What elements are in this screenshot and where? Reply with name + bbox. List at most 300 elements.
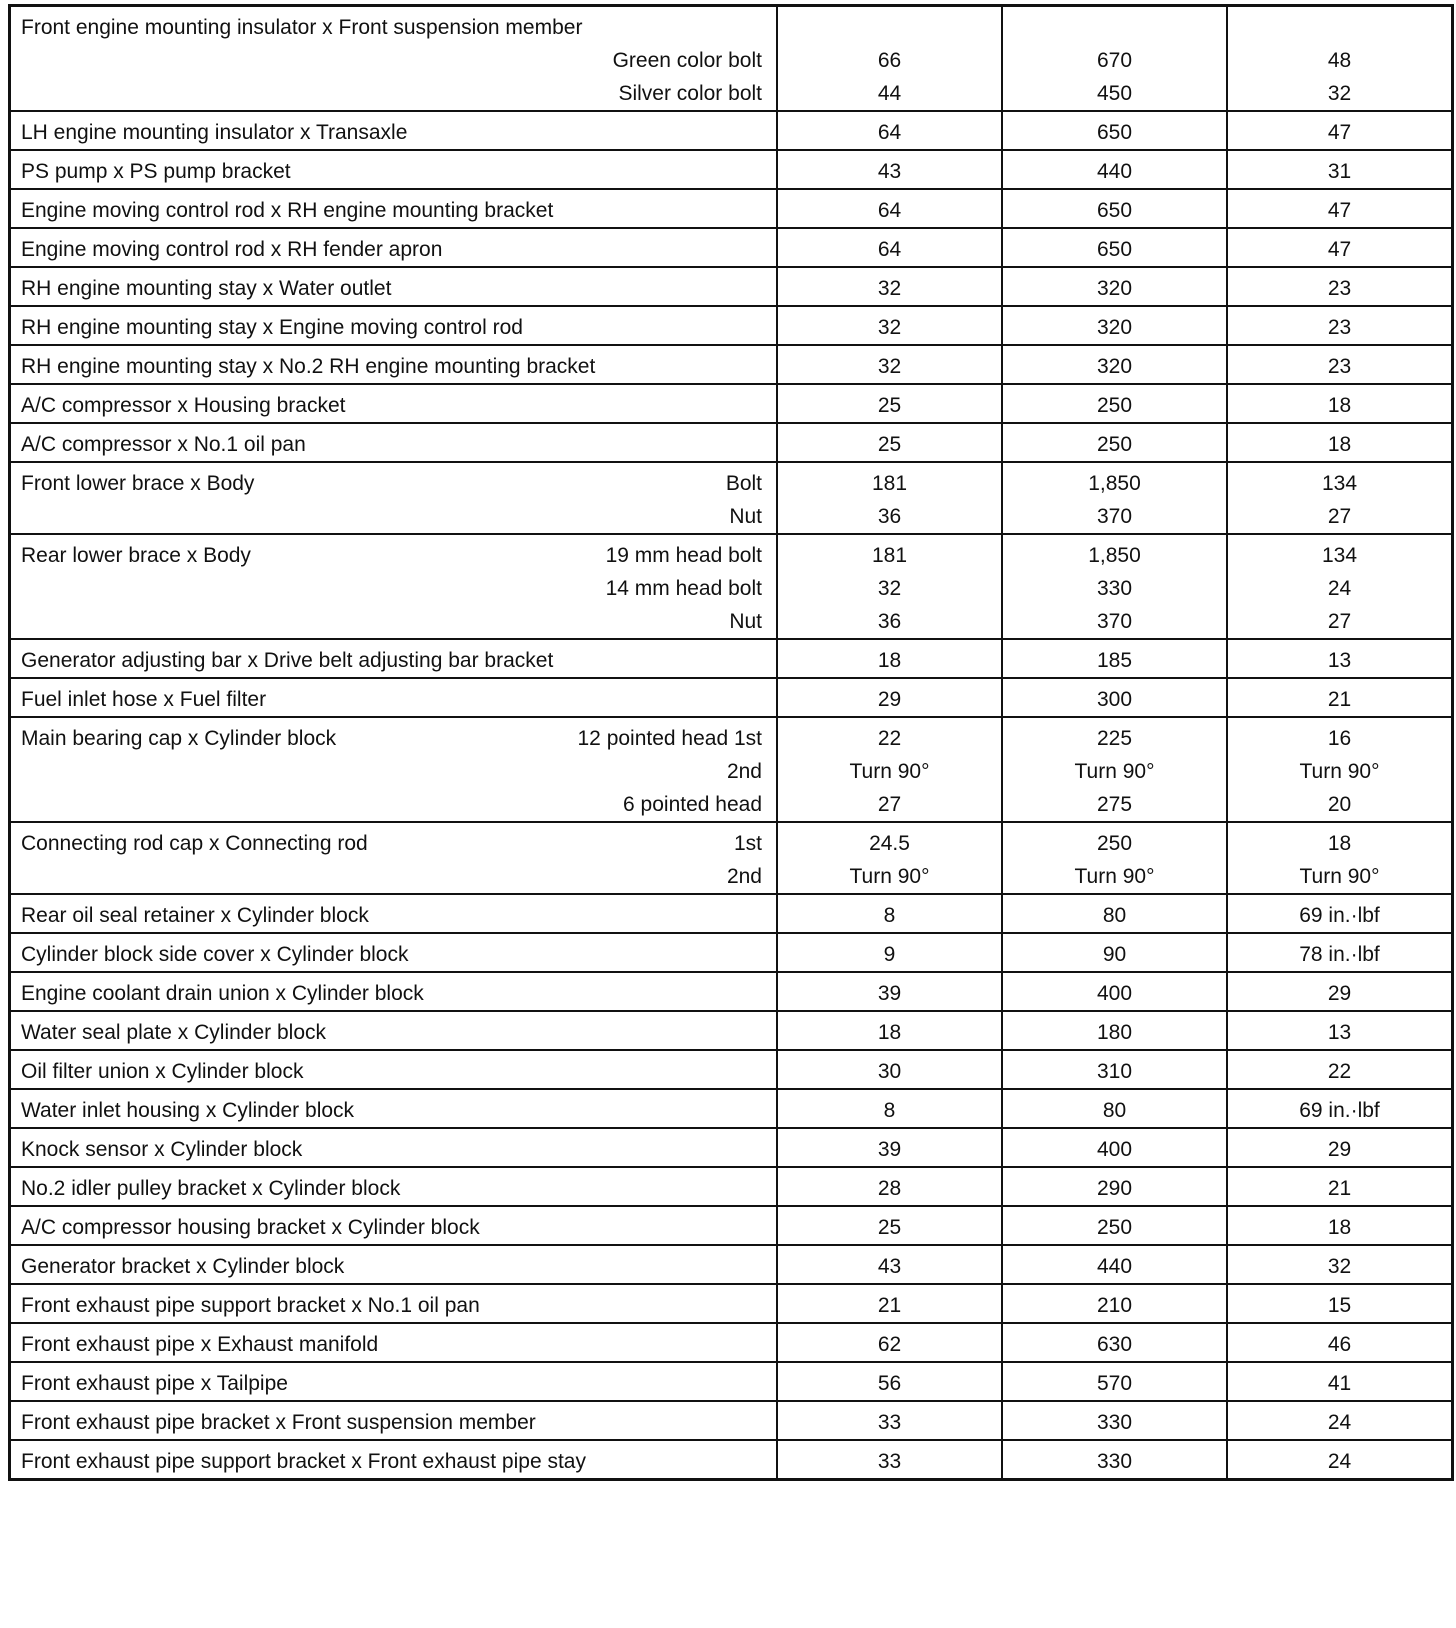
kgfcm-value: 310: [1096, 1060, 1133, 1083]
nm-cell: [777, 111, 1002, 150]
part-cell: [10, 822, 778, 894]
nm-value: 36: [877, 610, 902, 633]
nm-value: 36: [877, 505, 902, 528]
ftlbf-cell: [1227, 1128, 1453, 1167]
table-row: [10, 1128, 1453, 1167]
ftlbf-value: Turn 90°: [1299, 865, 1380, 888]
nm-value: 43: [877, 160, 902, 183]
ftlbf-value: 18: [1327, 832, 1352, 855]
nm-value: 33: [877, 1411, 902, 1434]
kgfcm-value: 90: [1102, 943, 1127, 966]
part-name: Main bearing cap x Cylinder block: [21, 727, 337, 750]
kgfcm-value: 290: [1096, 1177, 1133, 1200]
kgfcm-value: 330: [1096, 1411, 1133, 1434]
kgfcm-value: 570: [1096, 1372, 1133, 1395]
nm-cell: [777, 384, 1002, 423]
nm-cell: [777, 228, 1002, 267]
ftlbf-value: 78 in.·lbf: [1299, 943, 1380, 966]
kgfcm-value: 225: [1096, 727, 1133, 750]
part-cell: [10, 678, 778, 717]
kgfcm-value: 440: [1096, 1255, 1133, 1278]
kgfcm-value: 320: [1096, 355, 1133, 378]
ftlbf-value: 13: [1327, 649, 1352, 672]
part-cell: [10, 150, 778, 189]
nm-value: 8: [883, 1099, 896, 1122]
kgfcm-cell: [1002, 639, 1227, 678]
ftlbf-value: 48: [1327, 49, 1352, 72]
part-cell: [10, 1284, 778, 1323]
kgfcm-cell: [1002, 1128, 1227, 1167]
kgfcm-value: 650: [1096, 121, 1133, 144]
table-row: [10, 228, 1453, 267]
part-cell: [10, 267, 778, 306]
part-cell: [10, 189, 778, 228]
table-row: [10, 306, 1453, 345]
nm-value: 25: [877, 394, 902, 417]
nm-value: 181: [871, 472, 908, 495]
nm-value: 64: [877, 121, 902, 144]
nm-value: 39: [877, 982, 902, 1005]
nm-value: 64: [877, 199, 902, 222]
table-row: [10, 462, 1453, 534]
table-row: [10, 1167, 1453, 1206]
part-sub-label: Nut: [729, 610, 762, 633]
ftlbf-cell: [1227, 717, 1453, 822]
part-sub-label: 1st: [733, 832, 762, 855]
ftlbf-cell: [1227, 306, 1453, 345]
part-name: Fuel inlet hose x Fuel filter: [21, 688, 267, 711]
part-name: Cylinder block side cover x Cylinder block: [21, 943, 409, 966]
part-name: Front engine mounting insulator x Front suspension member: [21, 16, 583, 39]
kgfcm-cell: [1002, 345, 1227, 384]
table-row: [10, 267, 1453, 306]
part-sub-label: Bolt: [725, 472, 762, 495]
kgfcm-cell: [1002, 267, 1227, 306]
part-cell: [10, 462, 778, 534]
table-row: [10, 1401, 1453, 1440]
part-name: Engine coolant drain union x Cylinder block: [21, 982, 424, 1005]
part-cell: [10, 1323, 778, 1362]
kgfcm-cell: [1002, 1011, 1227, 1050]
table-row: [10, 1089, 1453, 1128]
ftlbf-cell: [1227, 894, 1453, 933]
nm-cell: [777, 1128, 1002, 1167]
ftlbf-value: 69 in.·lbf: [1299, 904, 1380, 927]
kgfcm-value: 185: [1096, 649, 1133, 672]
part-cell: [10, 384, 778, 423]
ftlbf-cell: [1227, 228, 1453, 267]
part-sub-label: Nut: [729, 505, 762, 528]
ftlbf-value: 29: [1327, 1138, 1352, 1161]
kgfcm-value: 650: [1096, 238, 1133, 261]
part-cell: [10, 534, 778, 639]
part-name: Front lower brace x Body: [21, 472, 255, 495]
part-cell: [10, 306, 778, 345]
kgfcm-cell: [1002, 1089, 1227, 1128]
table-row: [10, 972, 1453, 1011]
ftlbf-value: 47: [1327, 199, 1352, 222]
part-name: Rear lower brace x Body: [21, 544, 251, 567]
kgfcm-value: 370: [1096, 505, 1133, 528]
part-name: Connecting rod cap x Connecting rod: [21, 832, 368, 855]
table-row: [10, 423, 1453, 462]
ftlbf-value: 16: [1327, 727, 1352, 750]
ftlbf-value: 21: [1327, 1177, 1352, 1200]
ftlbf-cell: [1227, 384, 1453, 423]
kgfcm-cell: [1002, 678, 1227, 717]
nm-cell: [777, 1284, 1002, 1323]
ftlbf-cell: [1227, 267, 1453, 306]
ftlbf-cell: [1227, 1011, 1453, 1050]
part-name: Water seal plate x Cylinder block: [21, 1021, 327, 1044]
ftlbf-value: 41: [1327, 1372, 1352, 1395]
nm-cell: [777, 1245, 1002, 1284]
nm-cell: [777, 1206, 1002, 1245]
nm-value: 25: [877, 433, 902, 456]
nm-cell: [777, 1323, 1002, 1362]
nm-cell: [777, 345, 1002, 384]
table-row: [10, 639, 1453, 678]
kgfcm-cell: [1002, 1050, 1227, 1089]
kgfcm-cell: [1002, 228, 1227, 267]
ftlbf-cell: [1227, 150, 1453, 189]
nm-value: 43: [877, 1255, 902, 1278]
ftlbf-cell: [1227, 1050, 1453, 1089]
part-name: Water inlet housing x Cylinder block: [21, 1099, 355, 1122]
part-sub-label: 2nd: [726, 760, 762, 783]
nm-value: 18: [877, 1021, 902, 1044]
part-sub-label: Silver color bolt: [618, 82, 762, 105]
kgfcm-cell: [1002, 822, 1227, 894]
ftlbf-cell: [1227, 678, 1453, 717]
table-row: [10, 384, 1453, 423]
table-row: [10, 6, 1453, 112]
kgfcm-value: 440: [1096, 160, 1133, 183]
nm-value: 32: [877, 316, 902, 339]
torque-table-body: [10, 6, 1453, 1480]
ftlbf-cell: [1227, 462, 1453, 534]
kgfcm-cell: [1002, 384, 1227, 423]
kgfcm-value: 330: [1096, 577, 1133, 600]
table-row: [10, 1245, 1453, 1284]
kgfcm-cell: [1002, 894, 1227, 933]
kgfcm-value: 630: [1096, 1333, 1133, 1356]
ftlbf-value: 27: [1327, 505, 1352, 528]
ftlbf-value: 134: [1321, 544, 1358, 567]
kgfcm-cell: [1002, 717, 1227, 822]
kgfcm-value: 250: [1096, 1216, 1133, 1239]
ftlbf-value: 20: [1327, 793, 1352, 816]
part-sub-label: 14 mm head bolt: [605, 577, 762, 600]
nm-value: 29: [877, 688, 902, 711]
ftlbf-value: 27: [1327, 610, 1352, 633]
ftlbf-value: 31: [1327, 160, 1352, 183]
part-name: Front exhaust pipe support bracket x Front exhaust pipe stay: [21, 1450, 586, 1473]
part-name: Oil filter union x Cylinder block: [21, 1060, 304, 1083]
table-row: [10, 1206, 1453, 1245]
nm-cell: [777, 1362, 1002, 1401]
kgfcm-cell: [1002, 189, 1227, 228]
nm-value: 64: [877, 238, 902, 261]
part-name: Front exhaust pipe x Tailpipe: [21, 1372, 288, 1395]
part-sub-label: 2nd: [726, 865, 762, 888]
nm-value: 56: [877, 1372, 902, 1395]
kgfcm-cell: [1002, 306, 1227, 345]
kgfcm-value: 320: [1096, 277, 1133, 300]
torque-spec-sheet: [8, 4, 1444, 1481]
nm-value: 8: [883, 904, 896, 927]
kgfcm-cell: [1002, 1284, 1227, 1323]
ftlbf-cell: [1227, 1440, 1453, 1480]
kgfcm-cell: [1002, 534, 1227, 639]
table-row: [10, 534, 1453, 639]
part-name: A/C compressor housing bracket x Cylinder block: [21, 1216, 480, 1239]
ftlbf-cell: [1227, 639, 1453, 678]
part-name: Generator bracket x Cylinder block: [21, 1255, 345, 1278]
kgfcm-cell: [1002, 111, 1227, 150]
ftlbf-value: 134: [1321, 472, 1358, 495]
nm-value: 39: [877, 1138, 902, 1161]
nm-cell: [777, 6, 1002, 112]
kgfcm-value: 1,850: [1088, 544, 1141, 567]
kgfcm-value: 275: [1096, 793, 1133, 816]
kgfcm-cell: [1002, 150, 1227, 189]
nm-cell: [777, 933, 1002, 972]
kgfcm-value: 210: [1096, 1294, 1133, 1317]
ftlbf-value: 18: [1327, 394, 1352, 417]
nm-cell: [777, 1089, 1002, 1128]
part-cell: [10, 639, 778, 678]
nm-value: 44: [877, 82, 902, 105]
nm-value: 18: [877, 649, 902, 672]
part-sub-label: Green color bolt: [612, 49, 762, 72]
table-row: [10, 678, 1453, 717]
nm-cell: [777, 150, 1002, 189]
ftlbf-value: 47: [1327, 121, 1352, 144]
part-cell: [10, 933, 778, 972]
ftlbf-value: 46: [1327, 1333, 1352, 1356]
nm-cell: [777, 534, 1002, 639]
kgfcm-cell: [1002, 6, 1227, 112]
part-cell: [10, 1089, 778, 1128]
ftlbf-cell: [1227, 1089, 1453, 1128]
table-row: [10, 933, 1453, 972]
part-cell: [10, 1050, 778, 1089]
nm-value: 33: [877, 1450, 902, 1473]
nm-cell: [777, 1440, 1002, 1480]
nm-cell: [777, 639, 1002, 678]
nm-value: Turn 90°: [849, 760, 930, 783]
ftlbf-value: 24: [1327, 1411, 1352, 1434]
nm-value: 27: [877, 793, 902, 816]
ftlbf-cell: [1227, 1362, 1453, 1401]
ftlbf-value: 13: [1327, 1021, 1352, 1044]
part-name: Knock sensor x Cylinder block: [21, 1138, 303, 1161]
kgfcm-value: 180: [1096, 1021, 1133, 1044]
kgfcm-value: 300: [1096, 688, 1133, 711]
kgfcm-value: 650: [1096, 199, 1133, 222]
ftlbf-cell: [1227, 189, 1453, 228]
part-cell: [10, 1206, 778, 1245]
table-row: [10, 111, 1453, 150]
part-sub-label: 6 pointed head: [623, 793, 762, 816]
table-row: [10, 345, 1453, 384]
kgfcm-value: 80: [1102, 1099, 1127, 1122]
nm-cell: [777, 462, 1002, 534]
kgfcm-value: 370: [1096, 610, 1133, 633]
nm-cell: [777, 189, 1002, 228]
table-row: [10, 717, 1453, 822]
part-name: Generator adjusting bar x Drive belt adjusting bar bracket: [21, 649, 554, 672]
part-cell: [10, 423, 778, 462]
part-name: Engine moving control rod x RH engine mounting bracket: [21, 199, 554, 222]
ftlbf-value: 23: [1327, 316, 1352, 339]
table-row: [10, 1011, 1453, 1050]
nm-cell: [777, 894, 1002, 933]
ftlbf-value: Turn 90°: [1299, 760, 1380, 783]
nm-cell: [777, 717, 1002, 822]
table-row: [10, 150, 1453, 189]
kgfcm-cell: [1002, 462, 1227, 534]
ftlbf-cell: [1227, 423, 1453, 462]
nm-cell: [777, 1167, 1002, 1206]
nm-value: 181: [871, 544, 908, 567]
nm-value: 22: [877, 727, 902, 750]
nm-cell: [777, 1011, 1002, 1050]
ftlbf-value: 24: [1327, 1450, 1352, 1473]
kgfcm-value: 250: [1096, 394, 1133, 417]
torque-table: [8, 4, 1454, 1481]
kgfcm-value: 80: [1102, 904, 1127, 927]
part-cell: [10, 1245, 778, 1284]
part-name: RH engine mounting stay x Engine moving control rod: [21, 316, 523, 339]
kgfcm-cell: [1002, 972, 1227, 1011]
kgfcm-cell: [1002, 1323, 1227, 1362]
table-row: [10, 1323, 1453, 1362]
nm-cell: [777, 972, 1002, 1011]
part-sub-label: 12 pointed head 1st: [577, 727, 762, 750]
nm-cell: [777, 678, 1002, 717]
table-row: [10, 1050, 1453, 1089]
nm-value: 32: [877, 277, 902, 300]
part-cell: [10, 111, 778, 150]
ftlbf-value: 24: [1327, 577, 1352, 600]
ftlbf-cell: [1227, 1284, 1453, 1323]
ftlbf-value: 18: [1327, 433, 1352, 456]
nm-cell: [777, 306, 1002, 345]
part-cell: [10, 894, 778, 933]
part-name: Front exhaust pipe bracket x Front suspension member: [21, 1411, 536, 1434]
ftlbf-value: 32: [1327, 82, 1352, 105]
part-cell: [10, 1011, 778, 1050]
table-row: [10, 189, 1453, 228]
part-cell: [10, 1440, 778, 1480]
ftlbf-value: 23: [1327, 355, 1352, 378]
ftlbf-value: 32: [1327, 1255, 1352, 1278]
ftlbf-value: 22: [1327, 1060, 1352, 1083]
part-cell: [10, 345, 778, 384]
table-row: [10, 822, 1453, 894]
nm-value: 62: [877, 1333, 902, 1356]
ftlbf-cell: [1227, 1206, 1453, 1245]
ftlbf-cell: [1227, 1323, 1453, 1362]
nm-value: 28: [877, 1177, 902, 1200]
kgfcm-value: 320: [1096, 316, 1133, 339]
kgfcm-value: 250: [1096, 832, 1133, 855]
kgfcm-value: 670: [1096, 49, 1133, 72]
ftlbf-value: 18: [1327, 1216, 1352, 1239]
ftlbf-value: 29: [1327, 982, 1352, 1005]
ftlbf-cell: [1227, 1401, 1453, 1440]
kgfcm-value: 1,850: [1088, 472, 1141, 495]
part-name: A/C compressor x No.1 oil pan: [21, 433, 306, 456]
nm-value: 30: [877, 1060, 902, 1083]
nm-cell: [777, 1050, 1002, 1089]
kgfcm-cell: [1002, 1401, 1227, 1440]
part-name: Engine moving control rod x RH fender apron: [21, 238, 443, 261]
part-name: Rear oil seal retainer x Cylinder block: [21, 904, 369, 927]
nm-value: 9: [883, 943, 896, 966]
ftlbf-cell: [1227, 534, 1453, 639]
part-cell: [10, 228, 778, 267]
part-name: No.2 idler pulley bracket x Cylinder block: [21, 1177, 401, 1200]
nm-value: 25: [877, 1216, 902, 1239]
ftlbf-value: 47: [1327, 238, 1352, 261]
part-cell: [10, 1167, 778, 1206]
kgfcm-value: 330: [1096, 1450, 1133, 1473]
ftlbf-cell: [1227, 933, 1453, 972]
ftlbf-cell: [1227, 111, 1453, 150]
nm-value: Turn 90°: [849, 865, 930, 888]
ftlbf-cell: [1227, 1245, 1453, 1284]
part-name: Front exhaust pipe x Exhaust manifold: [21, 1333, 379, 1356]
part-cell: [10, 972, 778, 1011]
kgfcm-cell: [1002, 933, 1227, 972]
nm-cell: [777, 267, 1002, 306]
nm-value: 24.5: [869, 832, 910, 855]
kgfcm-cell: [1002, 1167, 1227, 1206]
part-name: RH engine mounting stay x No.2 RH engine mounting bracket: [21, 355, 596, 378]
part-cell: [10, 6, 778, 112]
ftlbf-value: 15: [1327, 1294, 1352, 1317]
ftlbf-cell: [1227, 822, 1453, 894]
kgfcm-cell: [1002, 1245, 1227, 1284]
part-sub-label: 19 mm head bolt: [605, 544, 762, 567]
nm-cell: [777, 822, 1002, 894]
ftlbf-cell: [1227, 345, 1453, 384]
part-name: LH engine mounting insulator x Transaxle: [21, 121, 408, 144]
kgfcm-value: Turn 90°: [1074, 760, 1155, 783]
nm-value: 21: [877, 1294, 902, 1317]
part-name: A/C compressor x Housing bracket: [21, 394, 346, 417]
ftlbf-cell: [1227, 972, 1453, 1011]
nm-cell: [777, 423, 1002, 462]
nm-value: 66: [877, 49, 902, 72]
table-row: [10, 1362, 1453, 1401]
part-name: Front exhaust pipe support bracket x No.1 oil pan: [21, 1294, 480, 1317]
part-cell: [10, 717, 778, 822]
kgfcm-cell: [1002, 1206, 1227, 1245]
ftlbf-cell: [1227, 1167, 1453, 1206]
part-name: RH engine mounting stay x Water outlet: [21, 277, 392, 300]
table-row: [10, 1440, 1453, 1480]
kgfcm-value: Turn 90°: [1074, 865, 1155, 888]
table-row: [10, 894, 1453, 933]
nm-cell: [777, 1401, 1002, 1440]
ftlbf-cell: [1227, 6, 1453, 112]
table-row: [10, 1284, 1453, 1323]
part-cell: [10, 1128, 778, 1167]
